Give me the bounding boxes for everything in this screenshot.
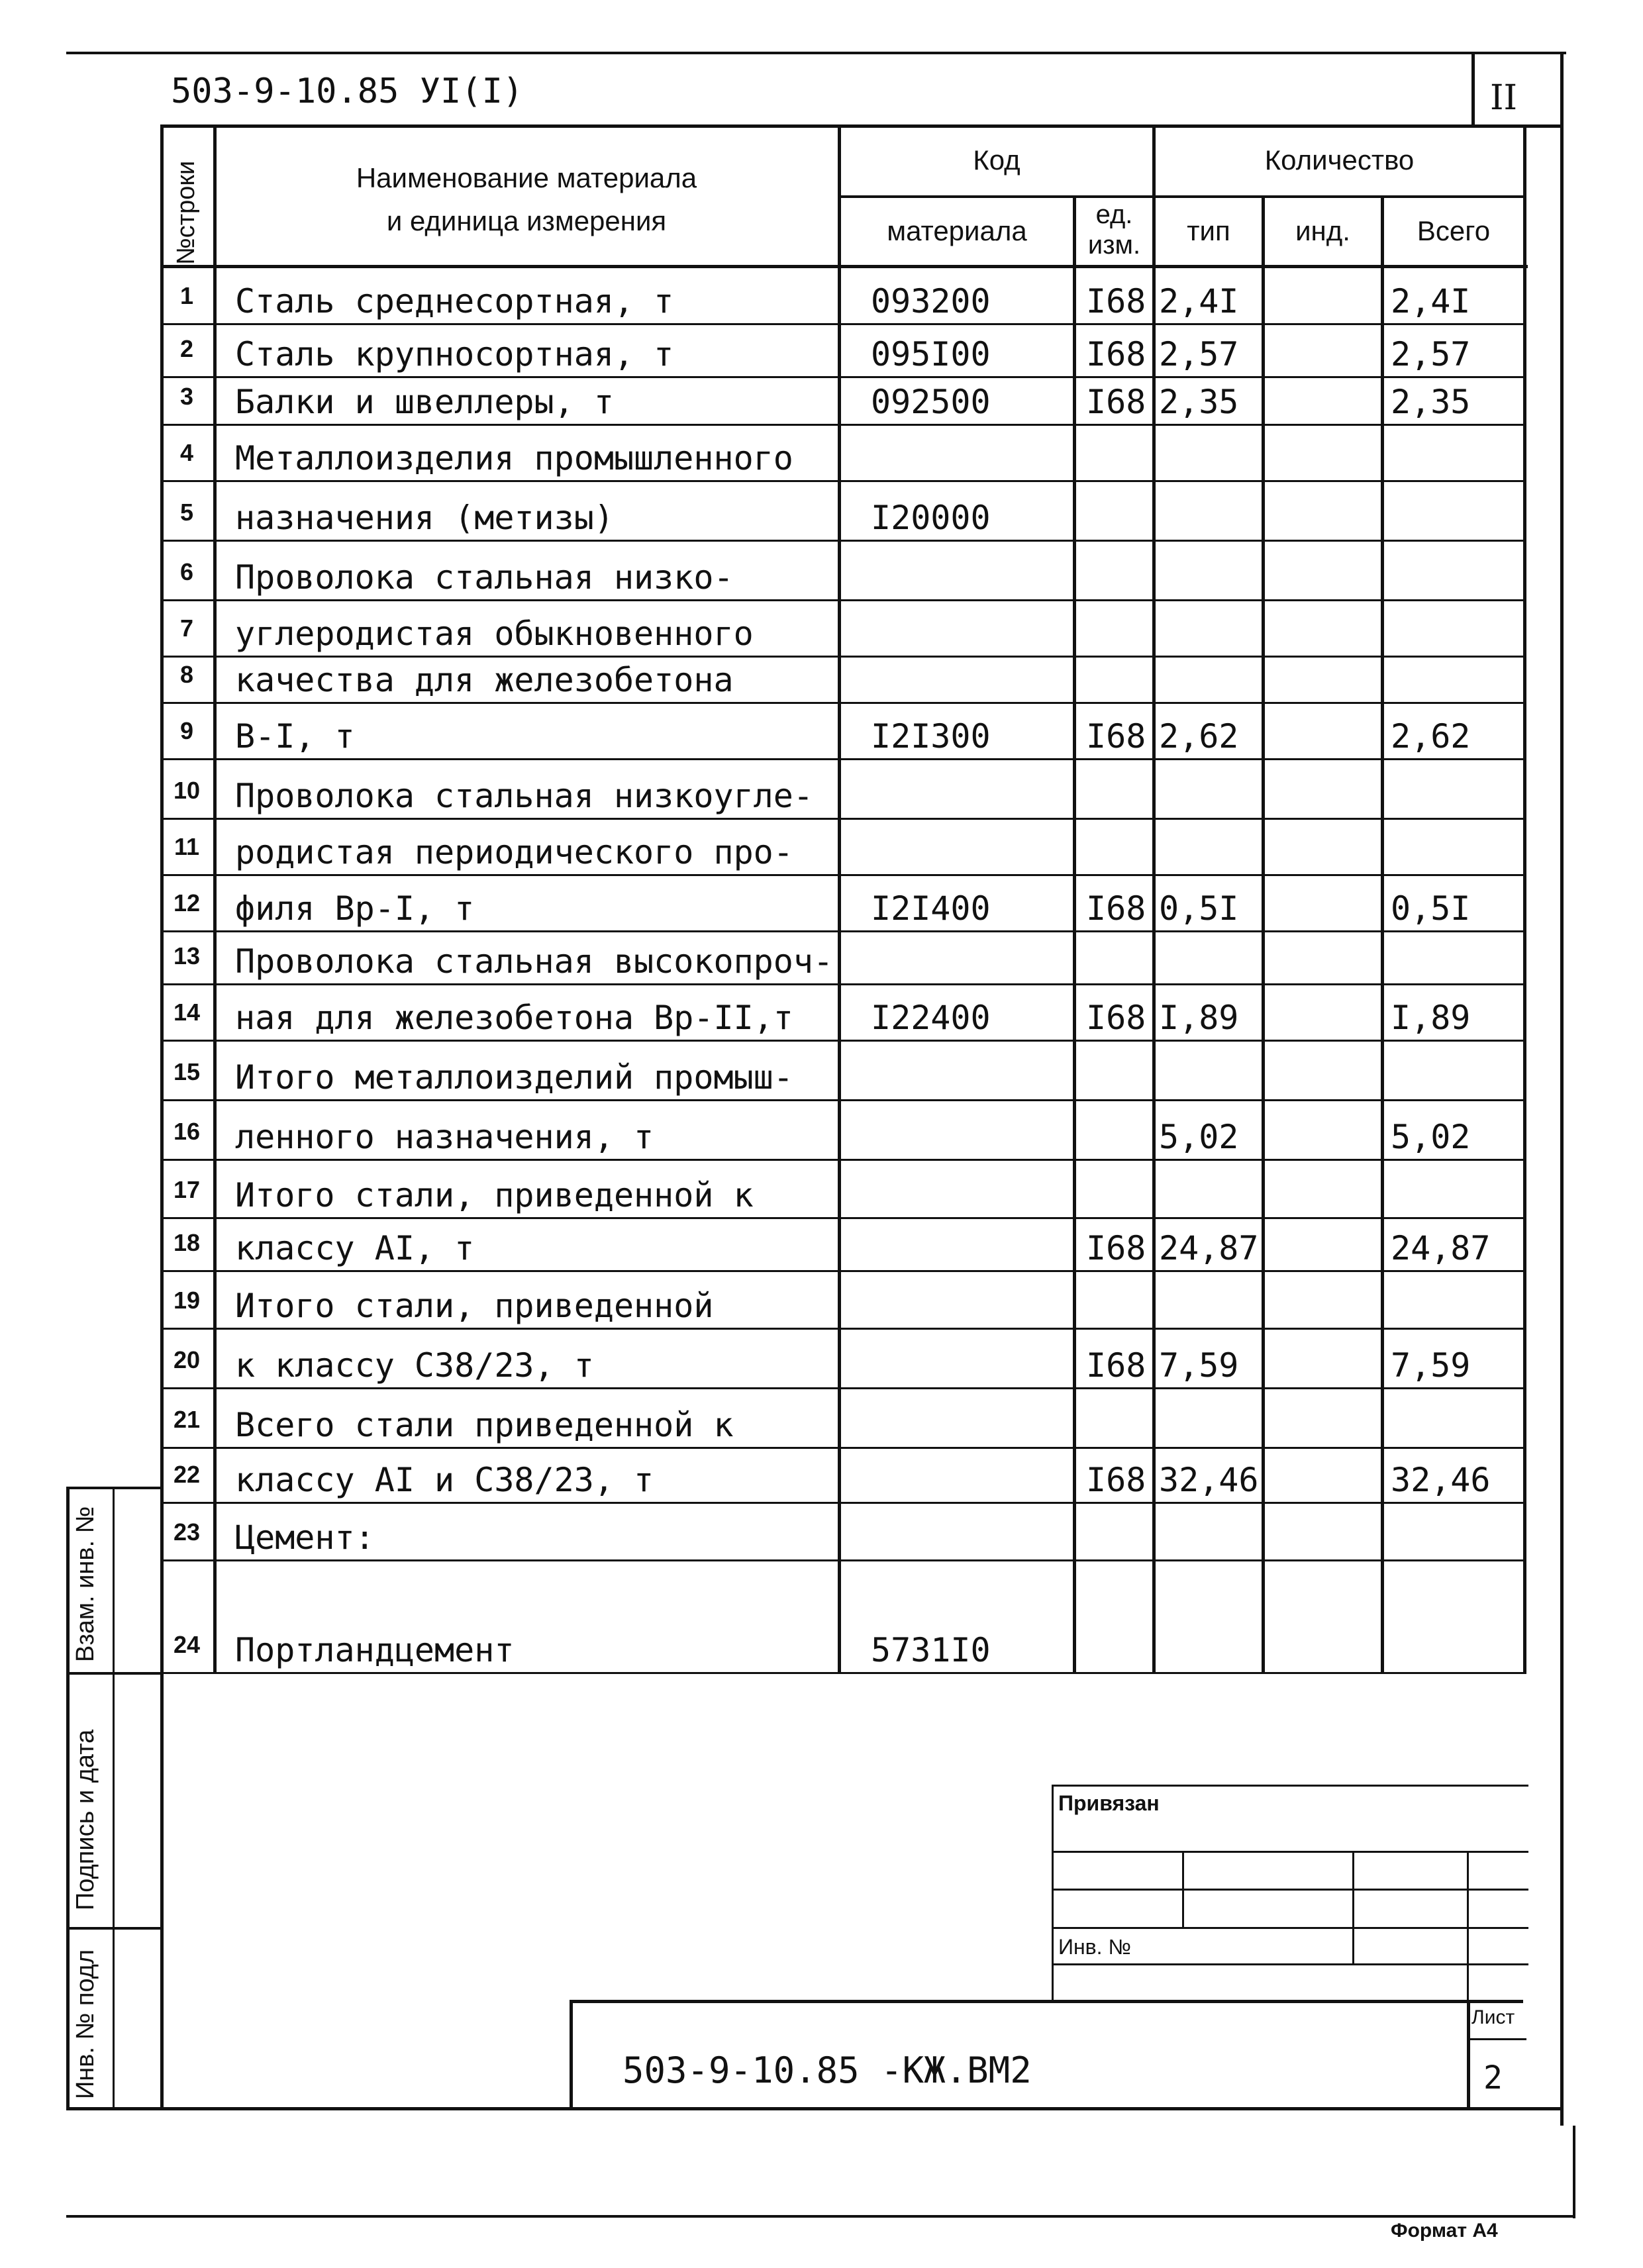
row-material-code: 095I00 (871, 335, 991, 373)
row-number: 5 (179, 499, 194, 526)
header-unit-line1: ед. (1095, 200, 1133, 229)
sheet-box-left (1471, 53, 1475, 127)
row-number: 3 (179, 383, 194, 410)
header-row-no: №строки (172, 160, 200, 265)
row-number: 13 (173, 942, 201, 969)
row-material-code: 5731I0 (871, 1631, 991, 1669)
title-block-left (570, 2000, 573, 2109)
row-qty-typ: 24,87 (1159, 1229, 1259, 1267)
table-row (0, 656, 1523, 702)
table-row (0, 424, 1523, 480)
row-divider (160, 1672, 1526, 1674)
row-qty-typ: 2,35 (1159, 383, 1239, 421)
sheet-cell-left (1467, 2000, 1470, 2109)
row-number: 7 (179, 615, 194, 642)
row-material-name: Цемент: (235, 1518, 375, 1557)
row-unit-code: I68 (1086, 1461, 1146, 1499)
row-number: 11 (174, 833, 200, 860)
row-material-name: ленного назначения, т (235, 1118, 654, 1156)
table-row (0, 702, 1523, 758)
table-row (0, 265, 1523, 323)
sheet-value: 2 (1483, 2059, 1503, 2096)
row-number: 1 (179, 282, 194, 309)
row-number: 19 (173, 1287, 201, 1314)
row-number: 17 (173, 1176, 201, 1203)
stamp-left-line (66, 1487, 70, 2109)
row-material-name: филя Вр-I, т (235, 889, 475, 928)
row-material-code: I22400 (871, 999, 991, 1037)
table-row (0, 1099, 1523, 1159)
frame-right-line (1560, 53, 1564, 2126)
row-qty-typ: 0,5I (1159, 889, 1239, 928)
row-material-code: 092500 (871, 383, 991, 421)
row-number: 22 (173, 1461, 201, 1488)
title-block-top (570, 2000, 1523, 2003)
table-row (0, 1387, 1523, 1447)
row-number: 9 (179, 717, 194, 744)
header-name-line2: и единица измерения (386, 205, 667, 236)
row-unit-code: I68 (1086, 1229, 1146, 1267)
row-number: 20 (173, 1346, 201, 1373)
table-row (0, 1502, 1523, 1559)
row-qty-total: 7,59 (1391, 1346, 1471, 1385)
table-row (0, 758, 1523, 818)
row-material-name: Проволока стальная низкоугле- (235, 777, 813, 815)
attached-vline-1 (1182, 1851, 1184, 1927)
row-material-code: 093200 (871, 282, 991, 320)
row-number: 16 (173, 1118, 201, 1145)
attached-label: Привязан (1058, 1791, 1160, 1815)
row-material-name: ная для железобетона Вр-II,т (235, 999, 793, 1037)
row-qty-typ: 7,59 (1159, 1346, 1239, 1385)
table-row (0, 480, 1523, 540)
table-row (0, 376, 1523, 424)
row-number: 21 (173, 1406, 201, 1433)
row-material-name: Итого стали, приведенной (235, 1287, 714, 1325)
row-number: 4 (179, 439, 194, 466)
row-material-name: к классу С38/23, т (235, 1346, 594, 1385)
row-unit-code: I68 (1086, 282, 1146, 320)
page-right-tick (1573, 2126, 1575, 2218)
attached-vline-2 (1352, 1851, 1354, 1963)
row-unit-code: I68 (1086, 383, 1146, 421)
row-material-name: Проволока стальная низко- (235, 558, 734, 597)
row-qty-total: 2,4I (1391, 282, 1471, 320)
header-code-material: материала (887, 215, 1027, 246)
top-doc-code: 503-9-10.85 УI(I) (171, 72, 524, 111)
stamp-inv-orig: Инв. № подл (72, 1949, 99, 2099)
table-row (0, 818, 1523, 874)
attached-line-2 (1052, 1889, 1528, 1891)
row-material-name: Сталь крупносортная, т (235, 335, 674, 373)
row-number: 10 (173, 777, 201, 804)
row-material-name: классу АI, т (235, 1229, 475, 1267)
table-top-line (160, 124, 1563, 128)
row-qty-total: 24,87 (1391, 1229, 1491, 1267)
attached-vline-3 (1467, 1851, 1469, 2003)
row-qty-typ: 5,02 (1159, 1118, 1239, 1156)
stamp-sign-date: Подпись и дата (72, 1729, 99, 1910)
row-material-name: Балки и швеллеры, т (235, 383, 614, 421)
row-material-name: В-I, т (235, 717, 355, 756)
row-number: 14 (173, 999, 201, 1026)
attached-box-left (1052, 1785, 1054, 2003)
table-row (0, 1270, 1523, 1328)
attached-line-4 (1052, 1963, 1528, 1965)
row-material-name: назначения (метизы) (235, 499, 614, 537)
header-name-line1: Наименование материала (356, 162, 697, 193)
row-number: 2 (179, 335, 194, 362)
table-row (0, 1159, 1523, 1217)
row-material-code: I2I300 (871, 717, 991, 756)
row-number: 12 (173, 889, 201, 916)
header-code-group: Код (973, 144, 1021, 175)
table-row (0, 1217, 1523, 1270)
row-material-name: Всего стали приведенной к (235, 1406, 734, 1444)
header-qty-ind: инд. (1295, 215, 1350, 246)
row-material-name: классу АI и С38/23, т (235, 1461, 654, 1499)
row-material-name: Проволока стальная высокопроч- (235, 942, 834, 981)
table-row (0, 1447, 1523, 1502)
frame-bottom-line (66, 2107, 1563, 2110)
row-material-name: Металлоизделия промышленного (235, 439, 793, 477)
frame-inner-left (160, 1672, 164, 2109)
table-row (0, 1559, 1523, 1672)
table-row (0, 323, 1523, 376)
row-material-name: качества для железобетона (235, 661, 734, 699)
header-mid-line (838, 195, 1526, 198)
page-bottom-line (66, 2215, 1573, 2218)
table-row (0, 930, 1523, 983)
header-qty-group: Количество (1264, 144, 1415, 175)
row-number: 8 (179, 661, 194, 688)
document-code: 503-9-10.85 -КЖ.ВМ2 (622, 2049, 1032, 2091)
row-number: 24 (173, 1631, 201, 1658)
table-row (0, 1040, 1523, 1099)
table-row (0, 599, 1523, 656)
row-unit-code: I68 (1086, 889, 1146, 928)
table-row (0, 540, 1523, 599)
format-label: Формат А4 (1391, 2220, 1498, 2242)
row-material-name: Портландцемент (235, 1631, 515, 1669)
row-qty-total: 0,5I (1391, 889, 1471, 928)
attached-box-top (1052, 1785, 1528, 1787)
col-line-right (1523, 124, 1526, 1674)
row-material-name: углеродистая обыкновенного (235, 615, 754, 653)
row-number: 23 (173, 1518, 201, 1546)
row-qty-total: I,89 (1391, 999, 1471, 1037)
table-row (0, 874, 1523, 930)
attached-line-3 (1052, 1927, 1528, 1929)
row-qty-total: 32,46 (1391, 1461, 1491, 1499)
row-material-name: Итого стали, приведенной к (235, 1176, 754, 1214)
row-number: 15 (173, 1058, 201, 1085)
row-material-name: Итого металлоизделий промыш- (235, 1058, 793, 1097)
row-unit-code: I68 (1086, 1346, 1146, 1385)
sheet-cell-mid (1467, 2038, 1526, 2040)
row-qty-typ: 32,46 (1159, 1461, 1259, 1499)
row-qty-total: 2,62 (1391, 717, 1471, 756)
row-number: 18 (173, 1229, 201, 1256)
table-row (0, 1328, 1523, 1387)
header-qty-total: Всего (1417, 215, 1491, 246)
header-qty-typ: тип (1187, 215, 1230, 246)
row-qty-typ: I,89 (1159, 999, 1239, 1037)
row-material-name: родистая периодического про- (235, 833, 793, 871)
row-material-code: I2I400 (871, 889, 991, 928)
stamp-replace-inv: Взам. инв. № (72, 1506, 99, 1662)
top-sheet-number: II (1490, 78, 1518, 118)
row-qty-typ: 2,4I (1159, 282, 1239, 320)
row-qty-typ: 2,57 (1159, 335, 1239, 373)
row-qty-total: 2,35 (1391, 383, 1471, 421)
header-unit-line2: изм. (1087, 230, 1141, 260)
row-qty-total: 2,57 (1391, 335, 1471, 373)
row-unit-code: I68 (1086, 335, 1146, 373)
row-material-code: I20000 (871, 499, 991, 537)
attached-line-1 (1052, 1851, 1528, 1853)
row-qty-total: 5,02 (1391, 1118, 1471, 1156)
row-unit-code: I68 (1086, 717, 1146, 756)
row-material-name: Сталь среднесортная, т (235, 282, 674, 320)
table-row (0, 983, 1523, 1040)
row-unit-code: I68 (1086, 999, 1146, 1037)
stamp-mid-line (113, 1487, 115, 2109)
sheet-label: Лист (1471, 2006, 1515, 2028)
top-border-line (66, 52, 1566, 54)
inv-no-label: Инв. № (1058, 1935, 1131, 1959)
row-number: 6 (179, 558, 194, 585)
row-qty-typ: 2,62 (1159, 717, 1239, 756)
